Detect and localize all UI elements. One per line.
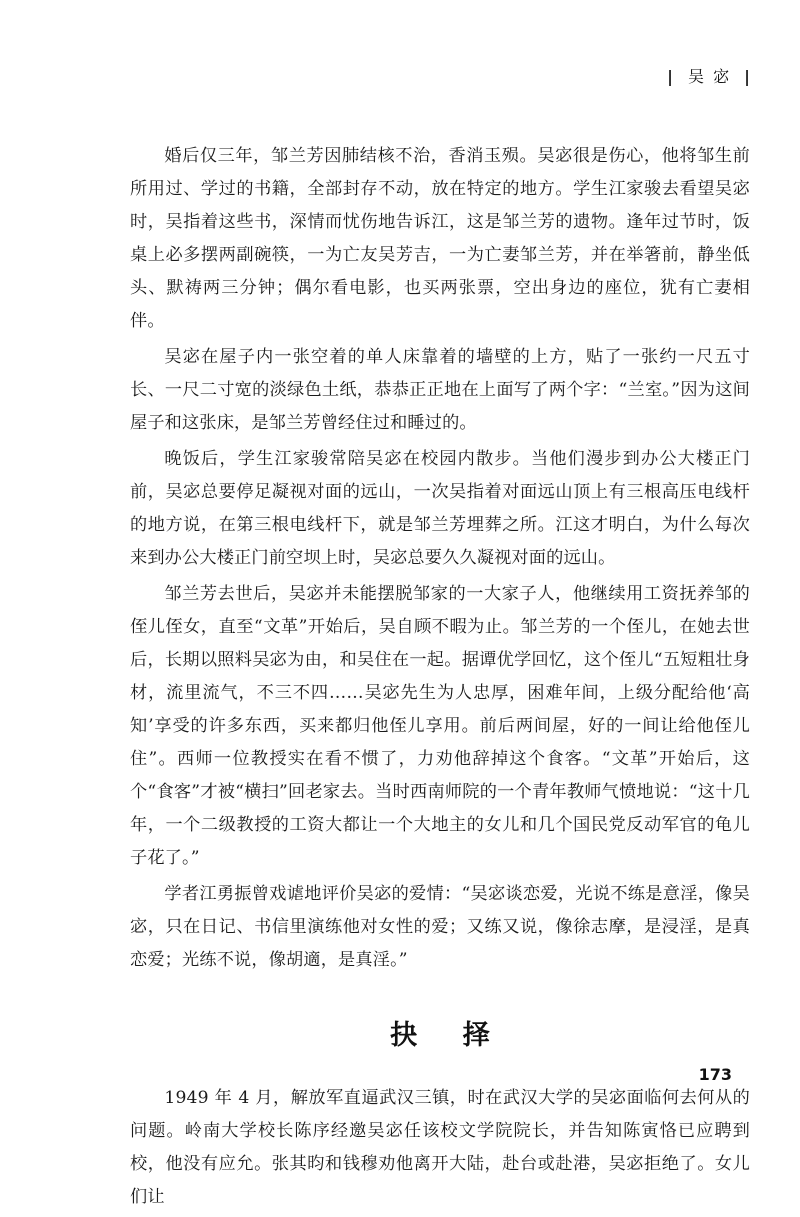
paragraph: 学者江勇振曾戏谑地评价吴宓的爱情：“吴宓谈恋爱，光说不练是意淫，像吴宓，只在日记、书信里演练他对女性的爱；又练又说，像徐志摩，是浸淫，是真恋爱；光练不说，像胡適，是真淫。” bbox=[130, 884, 750, 970]
section-title: 抉 择 bbox=[390, 1020, 508, 1051]
running-head-title: 吴 宓 bbox=[687, 67, 732, 86]
paragraph: 晚饭后，学生江家骏常陪吴宓在校园内散步。当他们漫步到办公大楼正门前，吴宓总要停足凝视对面的远山，一次吴指着对面远山顶上有三根高压电线杆的地方说，在第三根电线杆下，就是邹兰芳埋葬之所。江这才明白，为什么每次来到办公大楼正门前空坝上时，吴宓总要久久凝视对面的远山。 bbox=[130, 449, 750, 568]
paragraph: 婚后仅三年，邹兰芳因肺结核不治，香消玉殒。吴宓很是伤心，他将邹生前所用过、学过的书籍，全部封存不动，放在特定的地方。学生江家骏去看望吴宓时，吴指着这些书，深情而忧伤地告诉江，这是邹兰芳的遗物。逢年过节时，饭桌上必多摆两副碗筷，一为亡友吴芳吉，一为亡妻邹兰芳，并在举箸前，静坐低头、默祷两三分钟；偶尔看电影，也买两张票，空出身边的座位，犹有亡妻相伴。 bbox=[130, 146, 750, 331]
paragraph: 吴宓在屋子内一张空着的单人床靠着的墙壁的上方，贴了一张约一尺五寸长、一尺二寸宽的淡绿色土纸，恭恭正正地在上面写了两个字：“兰室。”因为这间屋子和这张床，是邹兰芳曾经住过和睡过的。 bbox=[130, 347, 750, 433]
running-head bbox=[661, 64, 758, 87]
running-head-right-bar: | bbox=[744, 67, 752, 86]
paragraph: 1949 年 4 月，解放军直逼武汉三镇，时在武汉大学的吴宓面临何去何从的问题。岭南大学校长陈序经邀吴宓任该校文学院院长，并告知陈寅恪已应聘到校，他没有应允。张其昀和钱穆劝他离开大陆，赴台或赴港，吴宓拒绝了。女儿们让 bbox=[130, 1088, 750, 1207]
page-number: 173 bbox=[698, 1065, 732, 1084]
paragraph: 邹兰芳去世后，吴宓并未能摆脱邹家的一大家子人，他继续用工资抚养邹的侄儿侄女，直至“文革”开始后，吴自顾不暇为止。邹兰芳的一个侄儿，在她去世后，长期以照料吴宓为由，和吴住在一起。据谭优学回忆，这个侄儿“五短粗壮身材，流里流气，不三不四……吴宓先生为人忠厚，困难年间，上级分配给他‘高知’享受的许多东西，买来都归他侄儿享用。前后两间屋，好的一间让给他侄儿住”。西师一位教授实在看不惯了，力劝他辞掉这个食客。“文革”开始后，这个“食客”才被“横扫”回老家去。当时西南师院的一个青年教师气愤地说：“这十几年，一个二级教授的工资大都让一个大地主的女儿和几个国民党反动军官的龟儿子花了。” bbox=[130, 584, 750, 868]
running-head-left-bar: | bbox=[667, 67, 675, 86]
main-text bbox=[130, 140, 750, 1217]
